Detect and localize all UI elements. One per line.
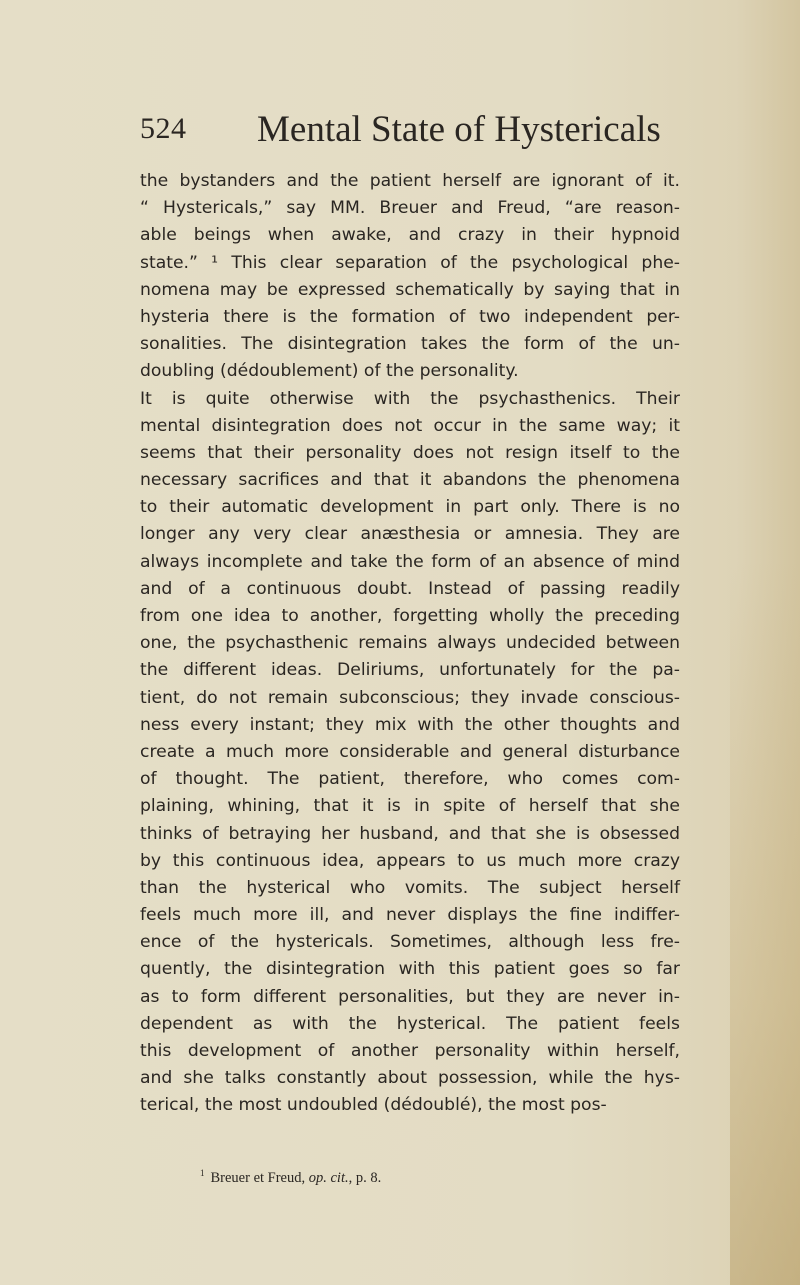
running-title: Mental State of Hystericals	[257, 109, 661, 150]
text-line: the different ideas. Deliriums, unfortunately for the pa-	[140, 660, 680, 681]
text-line: the bystanders and the patient herself are ignorant of it.	[140, 171, 680, 191]
text-line: state.” ¹ This clear separation of the psychological phe-	[140, 252, 680, 273]
text-line: thinks of betraying her husband, and that she is obsessed	[140, 823, 680, 844]
text-line: than the hysterical who vomits. The subject herself	[140, 877, 680, 898]
text-line: dependent as with the hysterical. The patient feels	[140, 1013, 680, 1034]
body-text	[140, 168, 680, 1120]
text-line: tient, do not remain subconscious; they invade conscious-	[140, 687, 680, 708]
text-line: always incomplete and take the form of an absence of mind	[140, 551, 680, 572]
text-line: and she talks constantly about possession, while the hys-	[140, 1068, 680, 1089]
text-line: hysteria there is the formation of two independent per-	[140, 306, 680, 327]
page-number: 524	[140, 112, 187, 145]
text-line: from one idea to another, forgetting wholly the preceding	[140, 606, 680, 626]
text-line: create a much more considerable and general disturbance	[140, 741, 680, 762]
text-line: necessary sacrifices and that it abandons the phenomena	[140, 470, 680, 491]
text-line: doubling (dédoublement) of the personality.	[140, 361, 519, 382]
text-line: sonalities. The disintegration takes the form of the un-	[140, 334, 680, 355]
text-line: seems that their personality does not resign itself to the	[140, 442, 680, 463]
text-line: as to form different personalities, but they are never in-	[140, 986, 680, 1007]
footnote	[200, 1168, 381, 1187]
text-line: by this continuous idea, appears to us much more crazy	[140, 850, 680, 871]
text-line: this development of another personality within herself,	[140, 1041, 680, 1061]
text-line: terical, the most undoubled (dédoublé), the most pos-	[140, 1095, 607, 1116]
text-line: ence of the hystericals. Sometimes, although less fre-	[140, 932, 680, 953]
text-line: longer any very clear anæsthesia or amnesia. They are	[140, 524, 680, 545]
text-line: It is quite otherwise with the psychasthenics. Their	[140, 388, 680, 409]
text-line: ness every instant; they mix with the other thoughts and	[140, 714, 680, 735]
page-stain	[730, 560, 800, 1285]
text-line: to their automatic development in part only. There is no	[140, 497, 680, 518]
text-line: plaining, whining, that it is in spite of herself that she	[140, 796, 680, 817]
text-line: mental disintegration does not occur in the same way; it	[140, 415, 680, 436]
footnote-mark: 1	[200, 1168, 205, 1178]
footnote-text-after: , p. 8.	[348, 1169, 382, 1186]
text-line: able beings when awake, and crazy in their hypnoid	[140, 225, 680, 246]
page-header	[140, 108, 660, 158]
text-line: of thought. The patient, therefore, who comes com-	[140, 769, 680, 790]
text-line: and of a continuous doubt. Instead of passing readily	[140, 578, 680, 599]
footnote-text-before: Breuer et Freud,	[210, 1169, 309, 1186]
footnote-citation: op. cit.	[308, 1169, 349, 1186]
text-line: nomena may be expressed schematically by saying that in	[140, 279, 680, 300]
text-line: “ Hystericals,” say MM. Breuer and Freud, “are reason-	[140, 198, 680, 219]
text-line: feels much more ill, and never displays the fine indiffer-	[140, 905, 680, 926]
text-line: quently, the disintegration with this patient goes so far	[140, 959, 680, 980]
text-line: one, the psychasthenic remains always undecided between	[140, 633, 680, 654]
